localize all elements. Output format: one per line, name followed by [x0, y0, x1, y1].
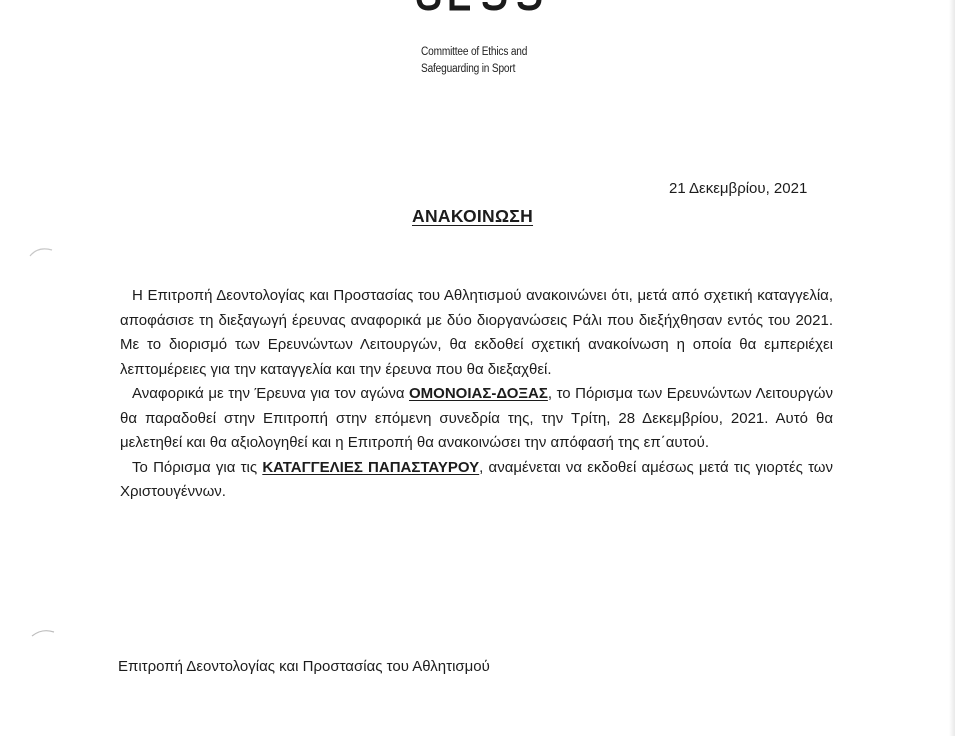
cess-logo [412, 0, 552, 14]
match-name-emphasis: ΟΜΟΝΟΙΑΣ-ΔΟΞΑΣ [409, 385, 548, 402]
document-body [120, 284, 833, 505]
paragraph-2-text-a: Αναφορικά με την Έρευνα για τον αγώνα [132, 385, 410, 402]
paragraph-2-text-b: , το Πόρισμα των Ερευνώντων Λειτουργών θα παραδοθεί στην Επιτροπή στην επόμενη συνεδρία της, την Τρίτη, 28 Δεκεμβρίου, 2021. Αυτό θα μελετηθεί και θα αξιολογηθεί και η Επιτροπή θα ανακοινώσει την απόφασή της επ΄αυτού. [120, 385, 834, 451]
paragraph-3 [120, 456, 833, 505]
logo-caption-line-2: Safeguarding in Sport [421, 63, 516, 75]
page-edge-shadow [949, 0, 955, 736]
scan-mark-bottom [30, 626, 56, 640]
paragraph-1: Η Επιτροπή Δεοντολογίας και Προστασίας του Αθλητισμού ανακοινώνει ότι, μετά από σχετική καταγγελία, αποφάσισε τη διεξαγωγή έρευνας αναφορικά με δύο διοργανώσεις Ράλι που διεξήχθησαν εντός του 2021. Με το διορισμό των Ερευνώντων Λειτουργών, θα εκδοθεί σχετική ανακοίνωση η οποία θα εμπεριέχει λεπτομέρειες για την καταγγελία και την έρευνα που θα διεξαχθεί. [120, 287, 833, 378]
scan-mark-top [28, 244, 54, 258]
logo-caption-line-1: Committee of Ethics and [421, 46, 528, 58]
paragraph-3-text-a: Το Πόρισμα για τις [132, 458, 263, 476]
document-date: 21 Δεκεμβρίου, 2021 [669, 180, 808, 197]
logo-caption [421, 44, 581, 78]
signature-line: Επιτροπή Δεοντολογίας και Προστασίας του Αθλητισμού [118, 658, 490, 675]
document-title: ΑΝΑΚΟΙΝΩΣΗ [412, 206, 534, 226]
paragraph-3-text-b: , αναμένεται να εκδοθεί αμέσως μετά τις γιορτές των Χριστουγέννων. [120, 458, 833, 500]
complaints-emphasis: ΚΑΤΑΓΓΕΛΙΕΣ ΠΑΠΑΣΤΑΥΡΟΥ [262, 458, 480, 476]
paragraph-2 [120, 382, 833, 456]
cess-logo-mark [412, 0, 552, 14]
